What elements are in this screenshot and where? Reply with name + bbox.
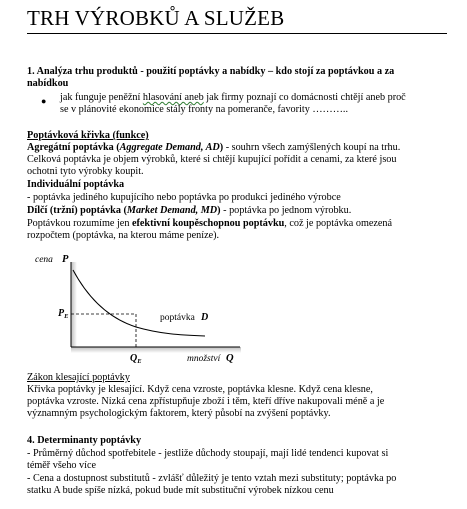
y-axis-shade (71, 262, 77, 352)
section1-heading-cont: nabídkou (27, 78, 69, 89)
law-heading: Zákon klesající poptávky (27, 372, 130, 383)
individual-demand-heading: Individuální poptávka (27, 179, 125, 190)
aggregate-demand-text-cont: ochotni tyto výrobky koupit. (27, 166, 144, 177)
law-text-3: významným psychologickým faktorem, který působí na zvýšení poptávky. (27, 408, 331, 419)
market-demand-def: Dílčí (tržní) poptávka (Market Demand, MD) - poptávka po jednom výrobku. (27, 205, 352, 216)
determinant-substitutes: - Cena a dostupnost substitutů - zvlášť důležitý je tento vztah mezi substituty; poptávka po (27, 473, 397, 484)
x-axis-word: množství (187, 354, 221, 364)
pe-label: $P_E$ (58, 308, 69, 320)
law-text-2: poptávka vzroste. Nízká cena zpřístupňuje zboží i těm, kteří dříve nakupovali méně a je (27, 396, 385, 407)
determinant-income: - Průměrný důchod spotřebitele - jestliže důchody stoupají, mají lidé tendenci kupovat si (27, 448, 389, 459)
aggregate-demand-text: Celková poptávka je objem výrobků, které si chtějí kupující pořídit a cenami, za které jsou (27, 154, 397, 165)
y-axis-symbol: P (62, 254, 69, 265)
effective-demand-text-cont: rozpočtem (poptávka, na kterou máme peníze). (27, 230, 220, 241)
bullet-text-cont: se v plánovité ekonomice stály fronty na pomeranče, favority ……….. (60, 104, 348, 115)
demand-curve (73, 270, 205, 336)
y-axis-word: cena (35, 255, 53, 265)
individual-demand-text: - poptávka jediného kupujícího nebo poptávka po produkci jediného výrobce (27, 192, 341, 203)
section1-heading: 1. Analýza trhu produktů - použití poptávky a nabídky – kdo stojí za poptávkou a za (27, 66, 395, 77)
determinant-substitutes-cont: statku A bude spíše nízká, pokud bude mít substituční výrobek nízkou cenu (27, 485, 334, 496)
qe-label: $Q_E$ (130, 353, 142, 365)
section4-heading: 4. Determinanty poptávky (27, 435, 142, 446)
bullet-text: jak funguje peněžní hlasování aneb jak firmy poznají co domácnosti chtějí aneb proč (60, 92, 406, 103)
x-axis-symbol: Q (226, 353, 234, 364)
effective-demand-text: Poptávkou rozumíme jen efektivní koupěschopnou poptávku, což je poptávka omezená (27, 218, 393, 229)
demand-curve-heading: Poptávková křivka (funkce) (27, 130, 149, 141)
bullet-icon: ● (41, 96, 47, 106)
curve-label: poptávka (160, 313, 195, 323)
law-text: Křivka poptávky je klesající. Když cena vzroste, poptávka klesne. Když cena klesne, (27, 384, 373, 395)
curve-symbol: D (201, 312, 209, 323)
determinant-income-cont: téměř všeho více (27, 460, 97, 471)
aggregate-demand-def: Agregátní poptávka (Aggregate Demand, AD) - souhrn všech zamýšlených koupí na trhu. (27, 142, 401, 153)
page-title: TRH VÝROBKŮ A SLUŽEB (27, 6, 447, 34)
x-axis-shade (71, 347, 241, 353)
